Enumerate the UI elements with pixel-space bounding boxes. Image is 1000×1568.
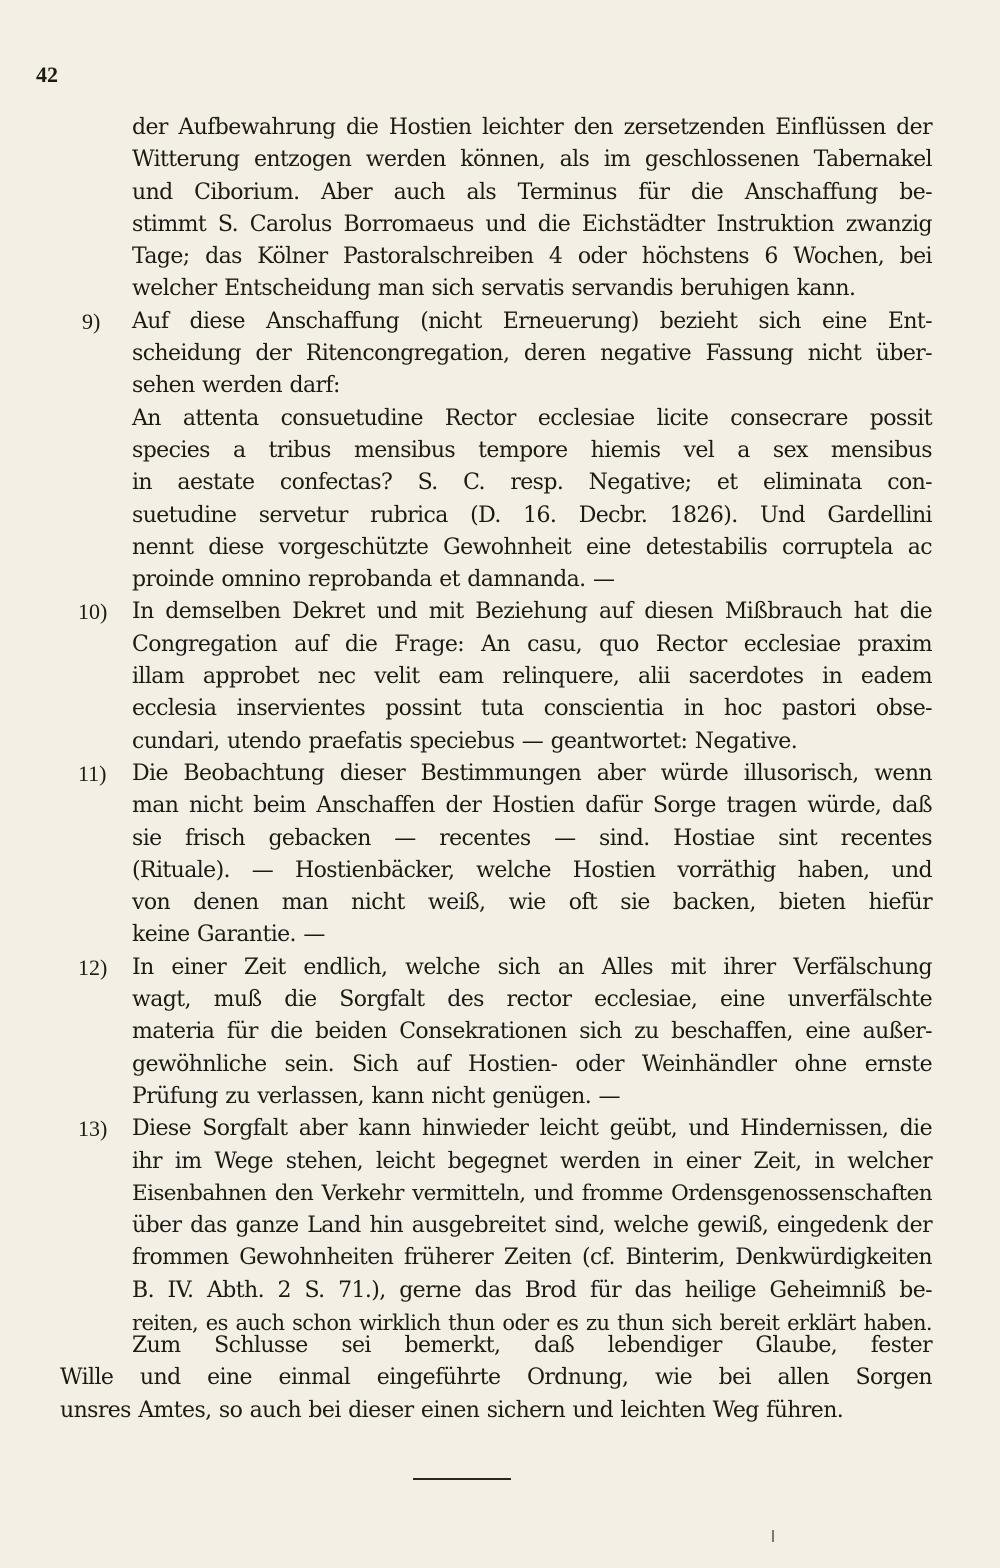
numbered-item-9 xyxy=(82,306,932,597)
text-line: Zum Schlusse sei bemerkt, daß lebendiger Glaube, fester xyxy=(132,1333,932,1358)
item-number: 12) xyxy=(78,954,108,980)
text-line: Wille und eine einmal eingeführte Ordnung, wie bei allen Sorgen xyxy=(60,1365,932,1391)
text-line: der Aufbewahrung die Hostien leichter den zersetzenden Einflüssen der xyxy=(132,115,932,140)
intro-paragraph xyxy=(132,112,932,306)
text-line: Eisenbahnen den Verkehr vermitteln, und fromme Ordensgenossenschaften xyxy=(132,1180,932,1206)
latin-text-line: species a tribus mensibus tempore hiemis vel a sex mensibus xyxy=(132,437,932,463)
text-line: von denen man nicht weiß, wie oft sie backen, bieten hiefür xyxy=(132,890,932,916)
text-line: scheidung der Ritencongregation, deren negative Fassung nicht über- xyxy=(132,341,932,367)
text-line: keine Garantie. — xyxy=(132,922,325,948)
line-text: Die Beobachtung dieser Bestimmungen aber würde illusorisch, wenn xyxy=(132,760,932,786)
text-line: sehen werden darf: xyxy=(132,373,340,399)
text-line: Witterung entzogen werden können, als im geschlossenen Tabernakel xyxy=(132,147,932,173)
latin-text-line: An attenta consuetudine Rector ecclesiae licite consecrare possit xyxy=(132,405,932,431)
numbered-item-10 xyxy=(78,596,932,757)
latin-text-line: in aestate confectas? S. C. resp. Negative; et eliminata con- xyxy=(132,470,932,496)
text-line: unsres Amtes, so auch bei dieser einen sichern und leichten Weg führen. xyxy=(60,1397,844,1423)
text-line xyxy=(78,596,932,628)
text-line: cundari, utendo praefatis speciebus — geantwortet: Negative. xyxy=(132,728,798,754)
line-text: Diese Sorgfalt aber kann hinwieder leicht geübt, und Hindernissen, die xyxy=(132,1116,932,1142)
text-line: Prüfung zu verlassen, kann nicht genügen. — xyxy=(132,1083,620,1109)
text-line xyxy=(78,952,932,984)
line-text: In demselben Dekret und mit Beziehung auf diesen Mißbrauch hat die xyxy=(132,599,932,625)
main-text xyxy=(78,112,932,1339)
end-rule xyxy=(413,1478,511,1480)
text-line xyxy=(82,306,932,338)
text-line: Tage; das Kölner Pastoralschreiben 4 oder höchstens 6 Wochen, bei xyxy=(132,244,932,270)
text-line: stimmt S. Carolus Borromaeus und die Eichstädter Instruktion zwanzig xyxy=(132,211,932,237)
numbered-item-12 xyxy=(78,952,932,1113)
text-line: und Ciborium. Aber auch als Terminus für die Anschaffung be- xyxy=(132,179,932,205)
numbered-item-13 xyxy=(78,1113,932,1339)
print-mark xyxy=(772,1530,774,1542)
text-line xyxy=(78,758,932,790)
item-number: 9) xyxy=(82,308,101,334)
text-line: proinde omnino reprobanda et damnanda. — xyxy=(132,567,615,593)
text-line: gewöhnliche sein. Sich auf Hostien- oder Weinhändler ohne ernste xyxy=(132,1051,932,1077)
numbered-item-11 xyxy=(78,758,932,952)
text-line: materia für die beiden Consekrationen sich zu beschaffen, eine außer- xyxy=(132,1019,932,1045)
text-line: ihr im Wege stehen, leicht begegnet werden in einer Zeit, in welcher xyxy=(132,1148,932,1174)
text-line: sie frisch gebacken — recentes — sind. Hostiae sint recentes xyxy=(132,825,932,851)
text-line: B. IV. Abth. 2 S. 71.), gerne das Brod für das heilige Geheimniß be- xyxy=(132,1277,932,1303)
text-line: reiten, es auch schon wirklich thun oder es zu thun sich bereit erklärt haben. xyxy=(132,1310,932,1335)
line-text: Auf diese Anschaffung (nicht Erneuerung) bezieht sich eine Ent- xyxy=(132,308,932,334)
text-line: frommen Gewohnheiten früherer Zeiten (cf. Binterim, Denkwürdigkeiten xyxy=(132,1245,932,1271)
page-number: 42 xyxy=(36,62,58,87)
text-line: welcher Entscheidung man sich servatis servandis beruhigen kann. xyxy=(132,276,856,302)
item-number: 10) xyxy=(78,599,108,625)
text-line: über das ganze Land hin ausgebreitet sind, welche gewiß, eingedenk der xyxy=(132,1213,932,1239)
text-line: man nicht beim Anschaffen der Hostien dafür Sorge tragen würde, daß xyxy=(132,793,932,819)
text-line: (Rituale). — Hostienbäcker, welche Hostien vorräthig haben, und xyxy=(132,857,932,883)
closing-paragraph xyxy=(60,1330,932,1427)
text-line xyxy=(78,1113,932,1145)
text-line: nennt diese vorgeschützte Gewohnheit eine detestabilis corruptela ac xyxy=(132,534,932,560)
text-line: illam approbet nec velit eam relinquere, alii sacerdotes in eadem xyxy=(132,664,932,690)
line-text: In einer Zeit endlich, welche sich an Alles mit ihrer Verfälschung xyxy=(132,954,932,980)
item-number: 13) xyxy=(78,1116,108,1142)
item-number: 11) xyxy=(78,760,107,786)
text-line: wagt, muß die Sorgfalt des rector ecclesiae, eine unverfälschte xyxy=(132,987,932,1013)
text-line: suetudine servetur rubrica (D. 16. Decbr. 1826). Und Gardellini xyxy=(132,502,932,528)
text-line: ecclesia inservientes possint tuta conscientia in hoc pastori obse- xyxy=(132,696,932,722)
text-line: Congregation auf die Frage: An casu, quo Rector ecclesiae praxim xyxy=(132,631,932,657)
